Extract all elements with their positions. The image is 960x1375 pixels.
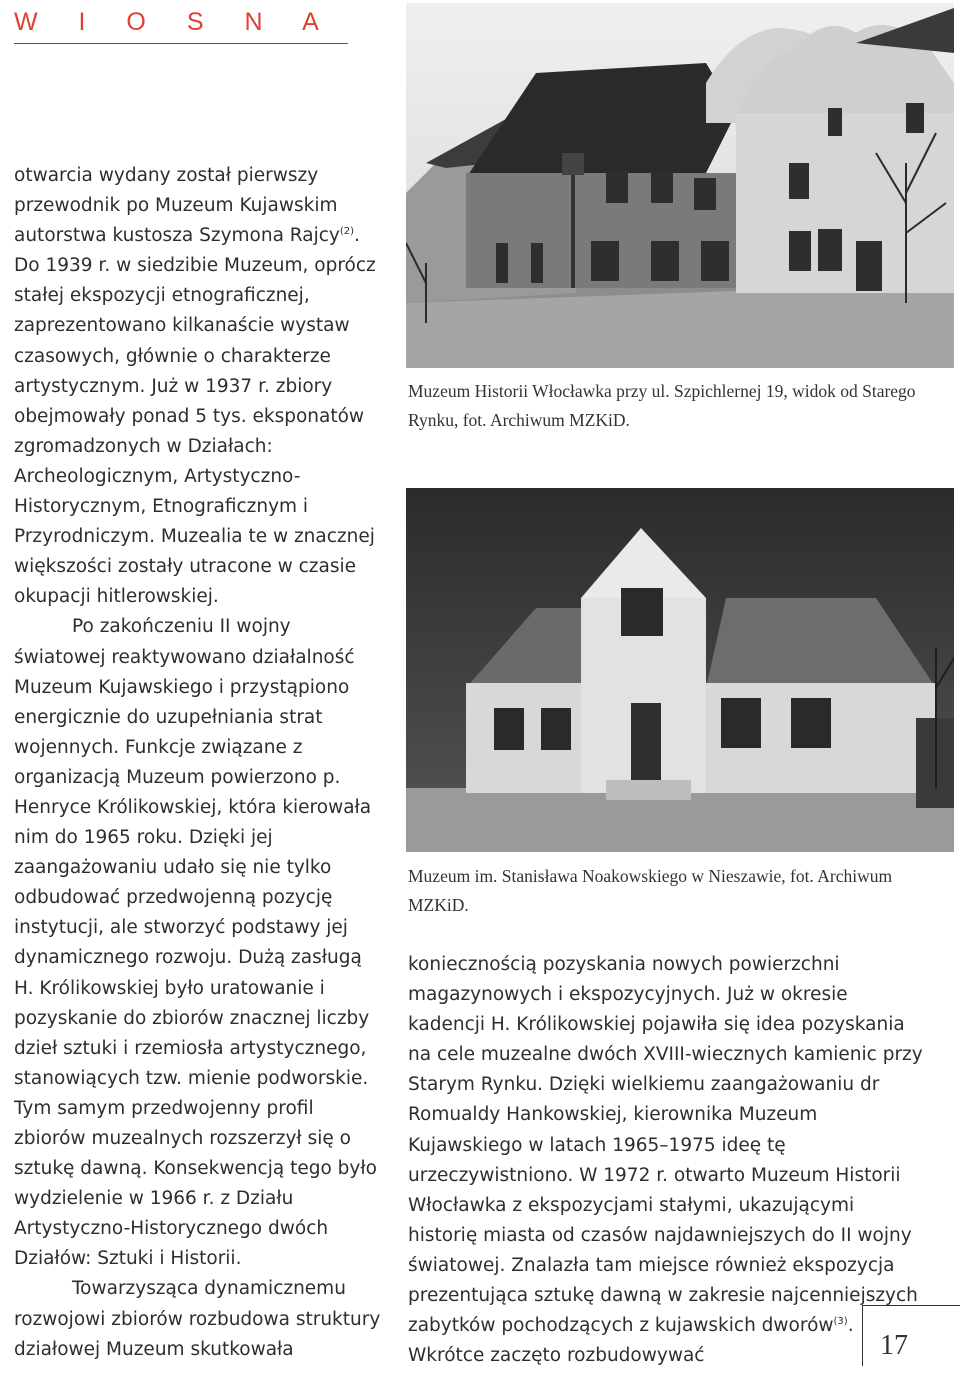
photo-museum-wloclawek-image (406, 3, 954, 368)
caption-photo-1: Muzeum Historii Włocławka przy ul. Szpichlernej 19, widok od Starego Rynku, fot. Archiwum MZKiD. (408, 381, 916, 430)
right-paragraph-1-text: koniecznością pozyskania nowych powierzchni magazynowych i ekspozycyjnych. Już w okresie kadencji H. Królikowskiej pojawiła się idea pozyskania na cele muzealne dwóch XVIII-wiecznych kamienic przy Starym Rynku. Dzięki wielkiemu zaangażowaniu dr Romualdy Hankowskiej, kierownika Muzeum Kujawskiego w latach 1965–1975 ideę tę urzeczywistniono. W 1972 r. otwarto Muzeum Historii Włocławka z ekspozycjami stałymi, ukazującymi historię miasta od czasów najdawniejszych do II wojny światowej. Znalazła tam miejsce również ekspozycja prezentująca sztukę dawną w zakresie najcenniejszych zabytków pochodzących z kujawskich dworów (408, 954, 923, 1337)
left-text-column (14, 161, 386, 1365)
page-number-frame (862, 1305, 960, 1366)
photo-museum-nieszawa (406, 488, 954, 852)
header-title (14, 8, 348, 37)
page-number: 17 (880, 1330, 908, 1361)
left-paragraph-3: Towarzysząca dynamicznemu rozwojowi zbiorów rozbudowa struktury działowej Muzeum skutkowała (14, 1278, 381, 1360)
caption-photo-2: Muzeum im. Stanisława Noakowskiego w Nieszawie, fot. Archiwum MZKiD. (408, 866, 893, 915)
photo-museum-wloclawek (406, 3, 954, 368)
running-header (14, 8, 348, 44)
left-paragraph-1-text: otwarcia wydany został pierwszy przewodnik po Muzeum Kujawskim autorstwa kustosza Szymona Rajcy (14, 165, 340, 247)
right-paragraph-1 (408, 950, 928, 1371)
left-paragraph-1-rest: . Do 1939 r. w siedzibie Muzeum, oprócz stałej ekspozycji etnograficznej, zaprezentowano kilkanaście wystaw czasowych, głównie o charakterze artystycznym. Już w 1937 r. zbiory obejmowały ponad 5 tys. eksponatów zgromadzonych w Działach: Archeologicznym, Artystyczno-Historycznym, Etnograficznym i Przyrodniczym. Muzealia te w znacznej większości zostały utracone w czasie okupacji hitlerowskiej. (14, 225, 376, 608)
header-season: W I O S N A (14, 8, 336, 36)
left-paragraph-1 (14, 161, 386, 612)
footnote-ref-3: (3) (833, 1315, 848, 1327)
photo-museum-nieszawa-image (406, 488, 954, 852)
footnote-ref-2: (2) (339, 226, 355, 238)
right-text-column (408, 950, 928, 1371)
left-paragraph-2: Po zakończeniu II wojny światowej reaktywowano działalność Muzeum Kujawskiego i przystąpiono energicznie do uzupełniania strat wojennych. Funkcje związane z organizacją Muzeum powierzono p. Henryce Królikowskiej, która kierowała nim do 1965 roku. Dzięki jej zaangażowaniu udało się nie tylko odbudować przedwojenną pozycję instytucji, ale stworzyć podstawy jej dynamicznego rozwoju. Dużą zasługą H. Królikowskiej było uratowanie i pozyskanie do zbiorów znacznej liczby dzieł sztuki i rzemiosła artystycznego, stanowiących tzw. mienie podworskie. Tym samym przedwojenny profil zbiorów muzealnych rozszerzył się o sztukę dawną. Konsekwencją tego było wydzielenie w 1966 r. z Działu Artystyczno-Historycznego dwóch Działów: Sztuki i Historii. (14, 616, 377, 1270)
right-paragraph-1-rest: . Wkrótce zaczęto rozbudowywać (408, 1315, 854, 1367)
